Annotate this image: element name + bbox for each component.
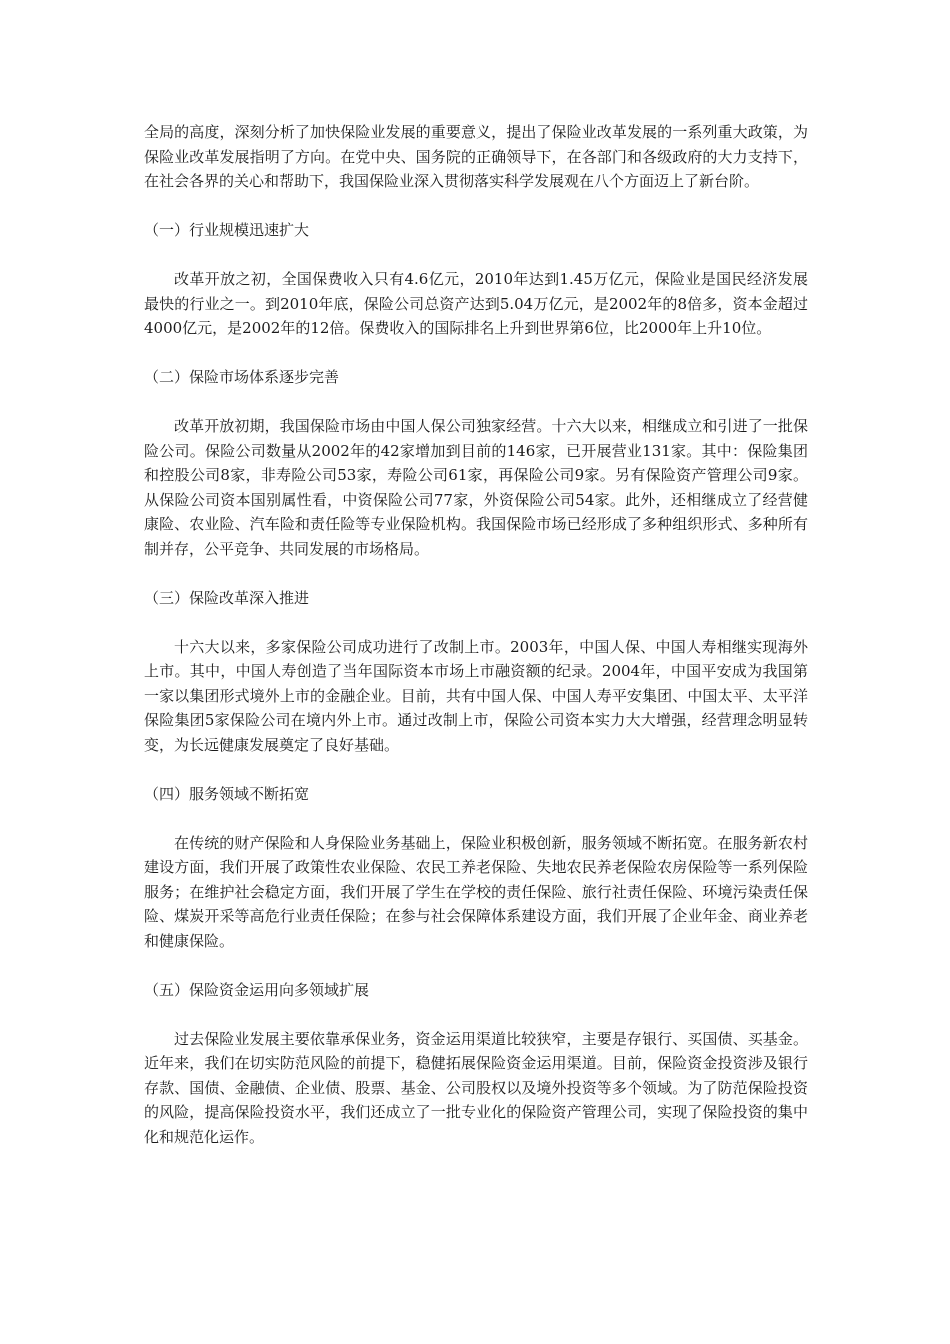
section-body-3: 十六大以来，多家保险公司成功进行了改制上市。2003年，中国人保、中国人寿相继实现海外上市。其中，中国人寿创造了当年国际资本市场上市融资额的纪录。2004年，中国平安成为我国第一家以集团形式境外上市的金融企业。目前，共有中国人保、中国人寿平安集团、中国太平、太平洋保险集团5家保险公司在境内外上市。通过改制上市，保险公司资本实力大大增强，经营理念明显转变，为长远健康发展奠定了良好基础。 [144, 637, 808, 754]
section-heading-5: （五）保险资金运用向多领域扩展 [144, 980, 370, 999]
document-body [144, 120, 808, 1149]
intro-paragraph: 全局的高度，深刻分析了加快保险业发展的重要意义，提出了保险业改革发展的一系列重大政策，为保险业改革发展指明了方向。在党中央、国务院的正确领导下，在各部门和各级政府的大力支持下，在社会各界的关心和帮助下，我国保险业深入贯彻落实科学发展观在八个方面迈上了新台阶。 [144, 123, 808, 190]
section-heading-4: （四）服务领域不断拓宽 [144, 784, 310, 803]
section-body-2: 改革开放初期，我国保险市场由中国人保公司独家经营。十六大以来，相继成立和引进了一批保险公司。保险公司数量从2002年的42家增加到目前的146家，已开展营业131家。其中：保险集团和控股公司8家，非寿险公司53家，寿险公司61家，再保险公司9家。另有保险资产管理公司9家。从保险公司资本国别属性看，中资保险公司77家，外资保险公司54家。此外，还相继成立了经营健康险、农业险、汽车险和责任险等专业保险机构。我国保险市场已经形成了多种组织形式、多种所有制并存，公平竞争、共同发展的市场格局。 [144, 417, 808, 558]
section-heading-1: （一）行业规模迅速扩大 [144, 221, 310, 239]
section-heading-3: （三）保险改革深入推进 [144, 588, 310, 607]
section-body-1: 改革开放之初，全国保费收入只有4.6亿元，2010年达到1.45万亿元，保险业是国民经济发展最快的行业之一。到2010年底，保险公司总资产达到5.04万亿元，是2002年的8倍多，资本金超过4000亿元，是2002年的12倍。保费收入的国际排名上升到世界第6位，比2000年上升10位。 [144, 270, 808, 337]
section-heading-2: （二）保险市场体系逐步完善 [144, 368, 340, 386]
section-body-5: 过去保险业发展主要依靠承保业务，资金运用渠道比较狭窄，主要是存银行、买国债、买基金。近年来，我们在切实防范风险的前提下，稳健拓展保险资金运用渠道。目前，保险资金投资涉及银行存款、国债、金融债、企业债、股票、基金、公司股权以及境外投资等多个领域。为了防范保险投资的风险，提高保险投资水平，我们还成立了一批专业化的保险资产管理公司，实现了保险投资的集中化和规范化运作。 [144, 1029, 808, 1146]
section-body-4: 在传统的财产保险和人身保险业务基础上，保险业积极创新，服务领域不断拓宽。在服务新农村建设方面，我们开展了政策性农业保险、农民工养老保险、失地农民养老保险农房保险等一系列保险服务；在维护社会稳定方面，我们开展了学生在学校的责任保险、旅行社责任保险、环境污染责任保险、煤炭开采等高危行业责任保险；在参与社会保障体系建设方面，我们开展了企业年金、商业养老和健康保险。 [144, 833, 808, 950]
